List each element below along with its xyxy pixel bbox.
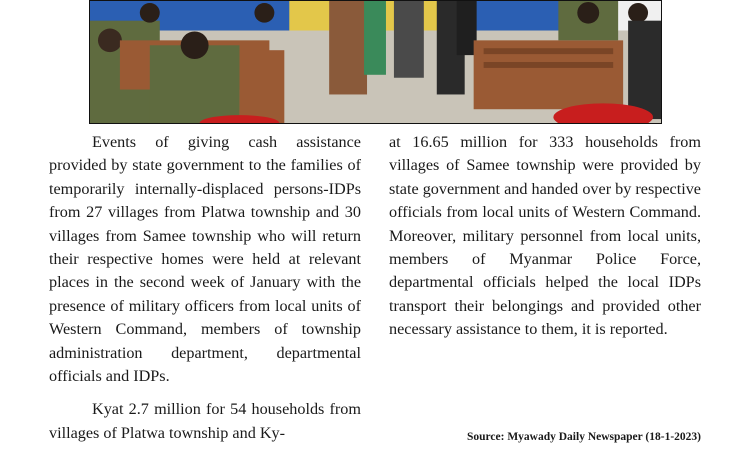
article-left-column xyxy=(49,131,361,445)
ceremony-photo-illustration xyxy=(90,1,661,123)
article-paragraph: Events of giving cash assistance provided by state government to the families of temporarily internally-displaced persons-IDPs from 27 villages from Platwa township and 30 villages from Samee township who will return their respective homes were held at relevant places in the second week of January with the presence of military officers from local units of Western Command, members of township administration department, departmental officials and IDPs. xyxy=(49,133,361,386)
article-right-column xyxy=(389,131,701,342)
article-paragraph: Kyat 2.7 million for 54 households from villages of Platwa township and Ky- xyxy=(49,400,361,442)
source-credit: Source: Myawady Daily Newspaper (18-1-2023) xyxy=(466,431,701,443)
article-paragraph: at 16.65 million for 333 households from villages of Samee township were provided by state government and handed over by respective officials from local units of Western Command. Moreover, military personnel from local units, members of Myanmar Police Force, departmental officials helped the local IDPs transport their belongings and provided other necessary assistance to them, it is reported. xyxy=(389,133,701,339)
article-photo xyxy=(89,0,662,124)
